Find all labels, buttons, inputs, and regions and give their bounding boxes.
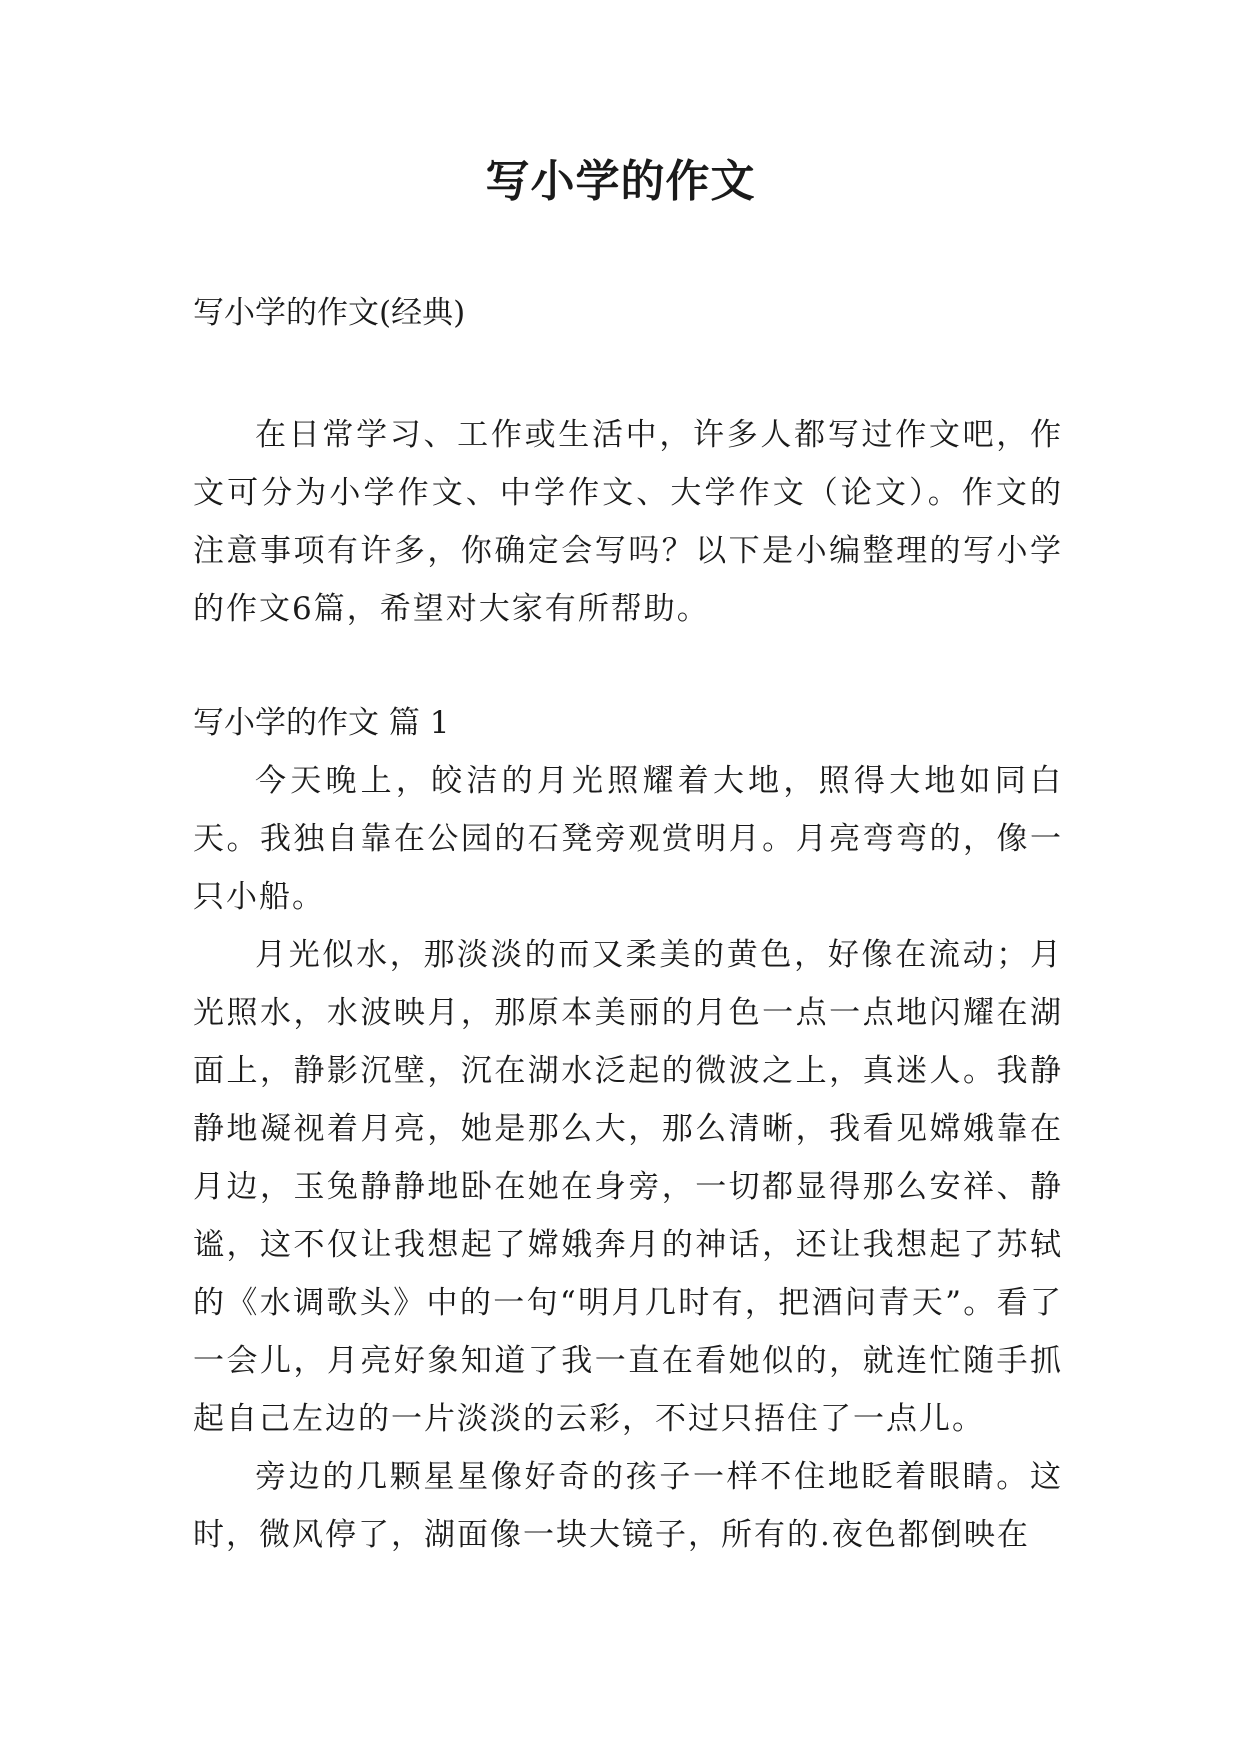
document-title: 写小学的作文 [485,156,756,207]
body-paragraph-2: 月光似水，那淡淡的而又柔美的黄色，好像在流动；月光照水，水波映月，那原本美丽的月色一点一点地闪耀在湖面上，静影沉壁，沉在湖水泛起的微波之上，真迷人。我静静地凝视着月亮，她是那么大，那么清晰，我看见嫦娥靠在月边，玉兔静静地卧在她在身旁，一切都显得那么安祥、静谧，这不仅让我想起了嫦娥奔月的神话，还让我想起了苏轼的《水调歌头》中的一句“明月几时有，把酒问青天”。看了一会儿，月亮好象知道了我一直在看她似的，就连忙随手抓起自己左边的一片淡淡的云彩，不过只捂住了一点儿。 [193,937,1063,1437]
section-heading: 写小学的作文 篇 1 [193,705,450,741]
body-paragraph-1: 今天晚上，皎洁的月光照耀着大地，照得大地如同白天。我独自靠在公园的石凳旁观赏明月。月亮弯弯的，像一只小船。 [193,763,1063,915]
body-paragraph-3: 旁边的几颗星星像好奇的孩子一样不住地眨着眼睛。这时，微风停了，湖面像一块大镜子，所有的.夜色都倒映在 [193,1459,1063,1553]
intro-paragraph: 在日常学习、工作或生活中，许多人都写过作文吧，作文可分为小学作文、中学作文、大学作文（论文）。作文的注意事项有许多，你确定会写吗？以下是小编整理的写小学的作文6篇，希望对大家有所帮助。 [193,417,1063,627]
spacer [193,342,1063,406]
spacer [193,638,1063,694]
document-subtitle: 写小学的作文(经典) [193,295,466,331]
document-body [193,284,1063,1564]
